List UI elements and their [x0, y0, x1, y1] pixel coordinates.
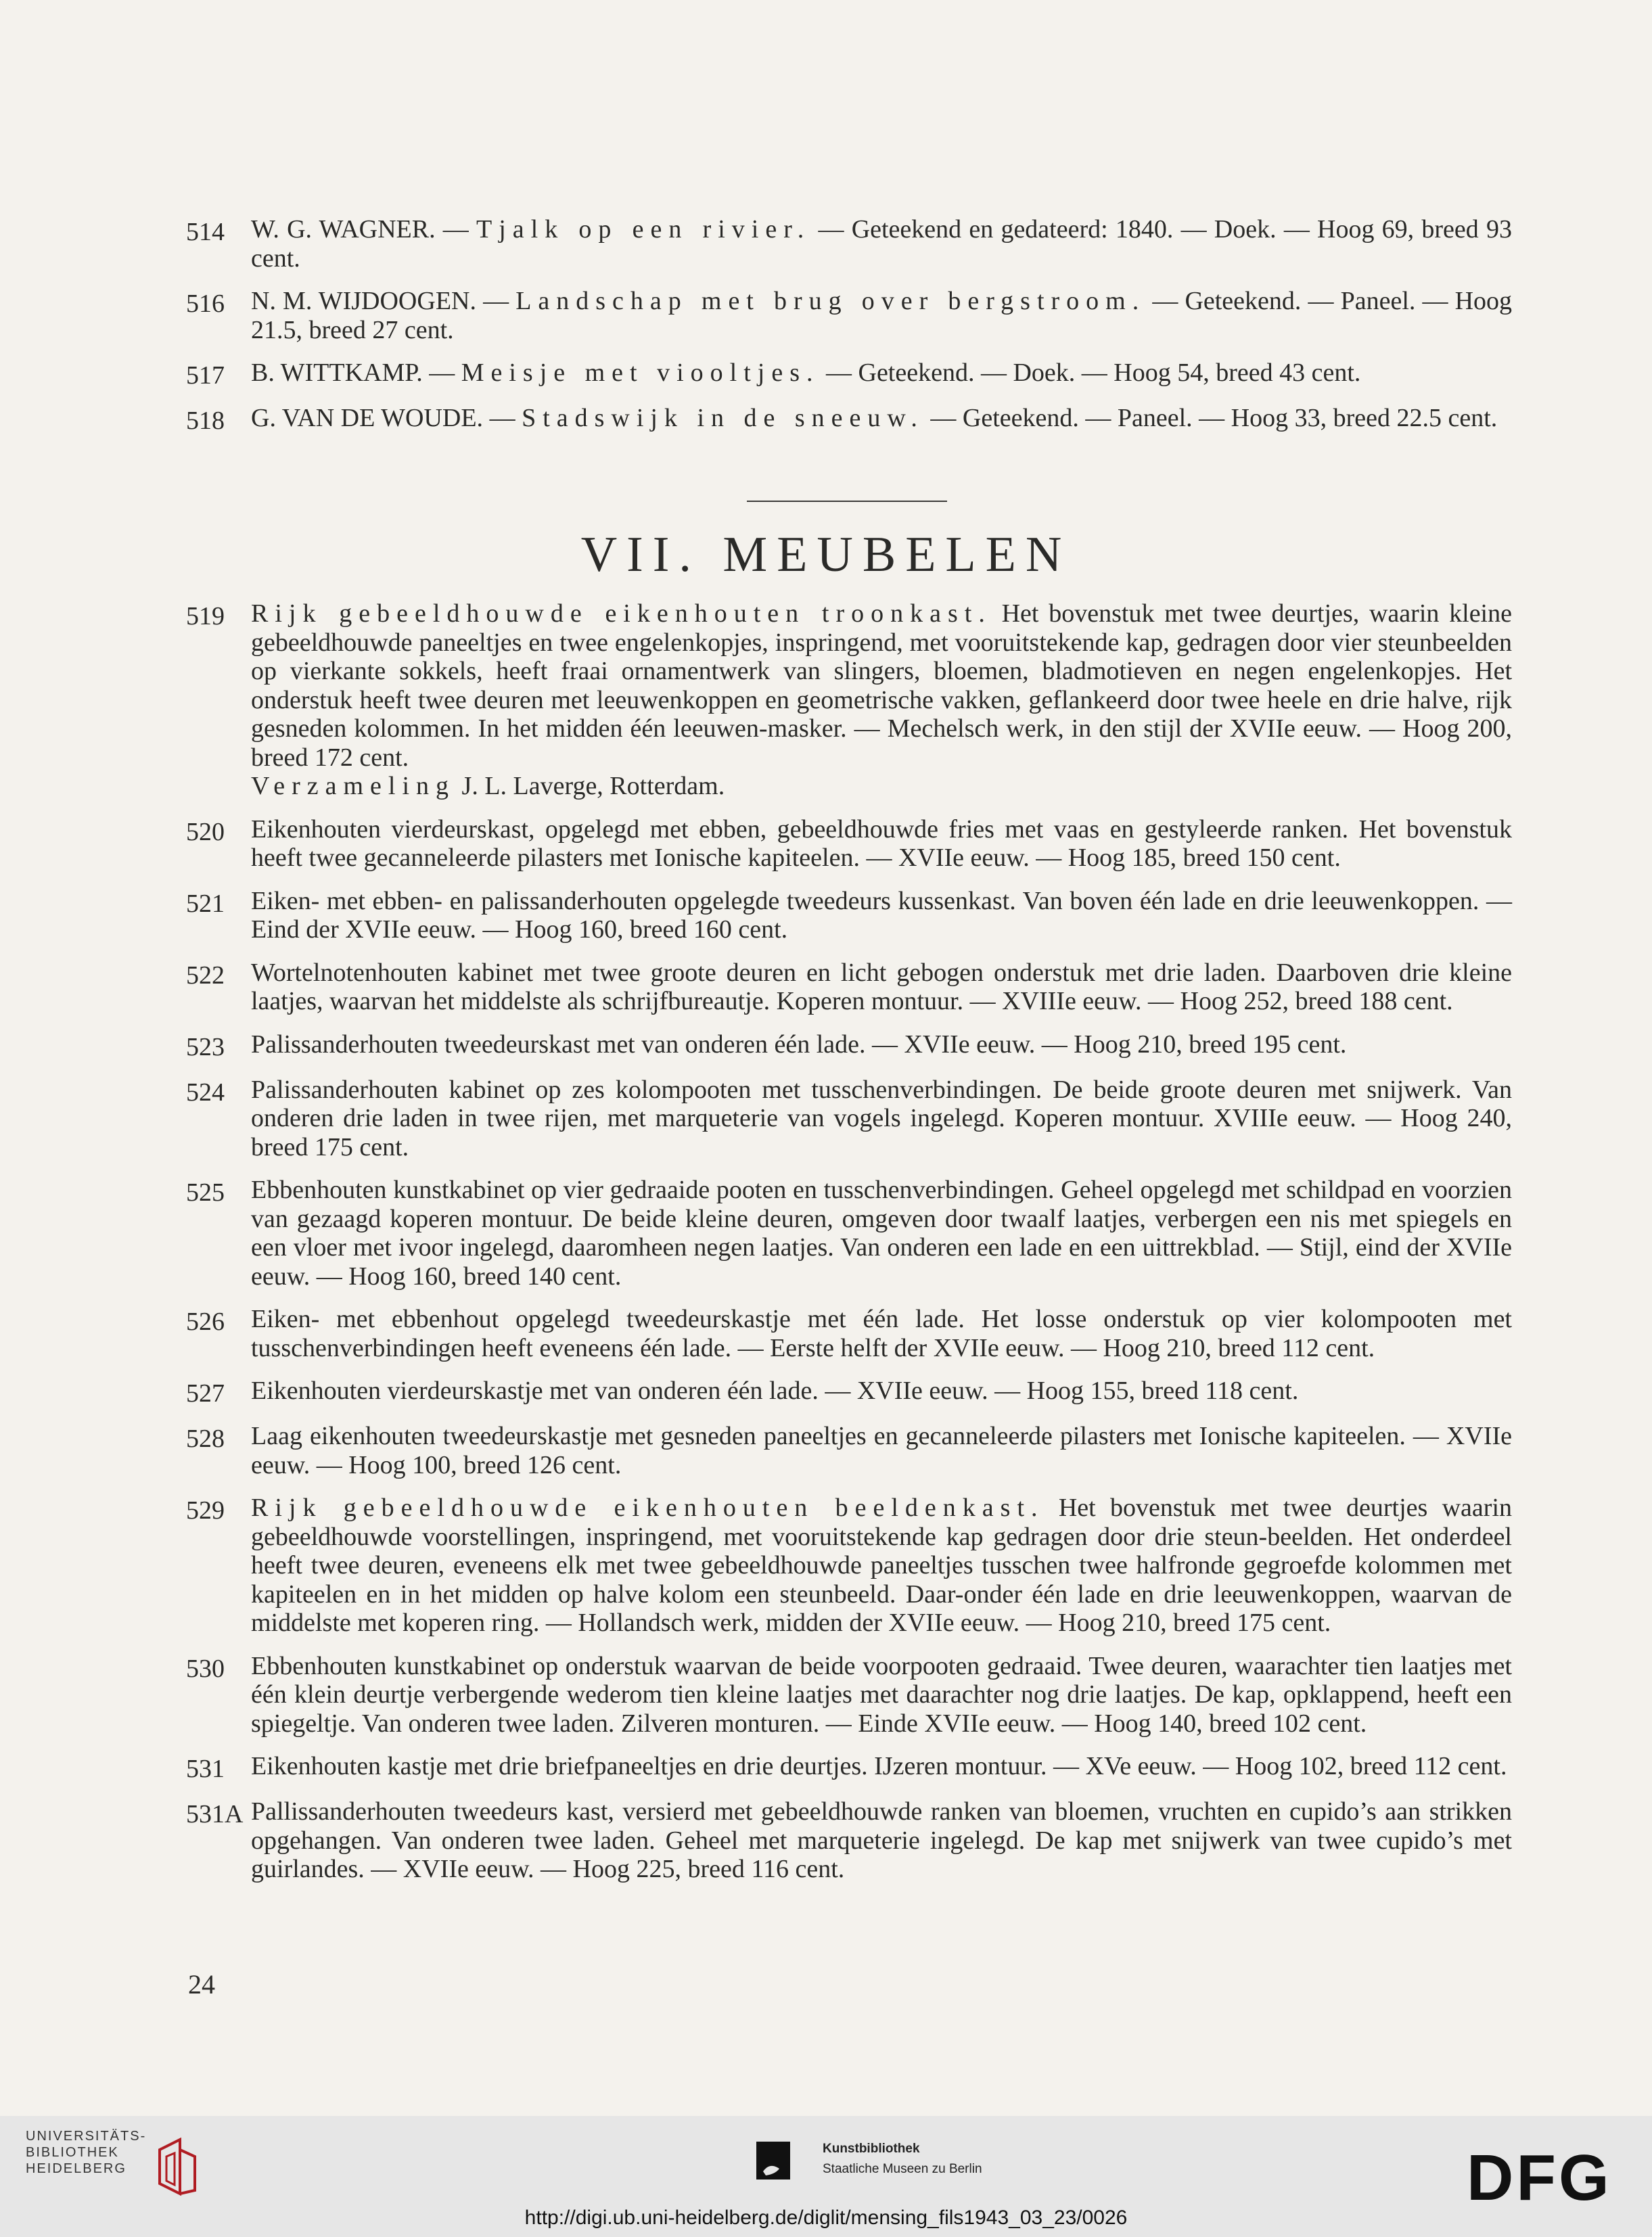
item-description: Palissanderhouten kabinet op zes kolompooten met tusschenverbindingen. De beide groote deuren met snijwerk. Van onderen drie laden in twee rijen, met marqueterie van vogels ingelegd. Koperen montuur. XVIIIe eeuw. — Hoog 240, breed 175 cent.	[251, 1075, 1512, 1161]
item-description: Palissanderhouten tweedeurskast met van onderen één lade. — XVIIe eeuw. — Hoog 210, breed 195 cent.	[251, 1030, 1347, 1059]
list-item	[186, 1797, 1512, 1884]
list-item	[186, 1752, 1512, 1783]
collection-label: Verzameling	[251, 772, 456, 800]
lot-number: 519	[186, 602, 225, 630]
lot-number: 520	[186, 817, 225, 846]
list-item	[186, 1076, 1512, 1162]
list-item	[186, 1377, 1512, 1408]
item-title: Rijk gebeeldhouwde eikenhouten troonkast.	[251, 599, 992, 628]
artwork-details: Geteekend. — Doek. — Hoog 54, breed 43 cent.	[858, 359, 1361, 387]
item-description: Pallissanderhouten tweedeurs kast, versierd met gebeeldhouwde ranken van bloemen, vruchten en cupido’s aan strikken opgehangen. Van onderen twee laden. Geheel met marqueterie ingelegd. De kap met snijwerk van twee cupido’s met guirlandes. — XVIIe eeuw. — Hoog 225, breed 116 cent.	[251, 1797, 1512, 1883]
lot-number: 516	[186, 290, 225, 318]
list-item: 514 W. G. WAGNER. — Tjalk op een rivier. — Geteekend en gedateerd: 1840. — Doek. — Hoog 69, breed 93 cent.	[186, 215, 1512, 273]
section-heading: VII. MEUBELEN	[580, 527, 1072, 582]
list-item: 516 N. M. WIJDOOGEN. — Landschap met brug over bergstroom. — Geteekend. — Paneel. — Hoog 21.5, breed 27 cent.	[186, 287, 1513, 344]
list-item	[186, 599, 1512, 801]
item-title: Rijk gebeeldhouwde eikenhouten beeldenkast.	[251, 1494, 1045, 1522]
artwork-details: Geteekend en gedateerd: 1840. — Doek. — Hoog 69, breed 93 cent.	[251, 215, 1512, 273]
item-description: Eikenhouten vierdeurskast, opgelegd met ebben, gebeeldhouwde fries met vaas en gestyleerde ranken. Het bovenstuk heeft twee gecanneleerde pilasters met Ionische kapiteelen. — XVIIe eeuw. — Hoog 185, breed 150 cent.	[251, 814, 1512, 872]
item-description: Het bovenstuk met twee deurtjes waarin gebeeldhouwde voorstellingen, inspringend, met vooruitstekende kap gedragen door drie steun-beelden. Het onderdeel heeft twee deuren, eveneens elk met twee gebeeldhouwde paneeltjes tusschen twee halfronde gegroefde kolommen met kapiteelen en in het midden op halve kolom een steunbeeld. Daar-onder één lade en drie leeuwenkoppen, waarvan de middelste met koperen ring. — Hollandsch werk, midden der XVIIe eeuw. — Hoog 210, breed 175 cent.	[251, 1494, 1513, 1637]
artwork-details: Geteekend. — Paneel. — Hoog 33, breed 22.5 cent.	[962, 404, 1498, 432]
artist-name: W. G. WAGNER.	[251, 215, 436, 244]
list-item: 518 G. VAN DE WOUDE. — Stadswijk in de sneeuw. — Geteekend. — Paneel. — Hoog 33, breed 22.5 cent.	[186, 404, 1498, 435]
list-item	[186, 1305, 1512, 1362]
lot-number: 531A	[186, 1800, 244, 1828]
item-description: Eiken- met ebben- en palissanderhouten opgelegde tweedeurs kussenkast. Van boven één lade en drie leeuwenkoppen. — Eind der XVIIe eeuw. — Hoog 160, breed 160 cent.	[251, 886, 1512, 944]
list-item	[186, 959, 1512, 1016]
list-item	[186, 1030, 1512, 1061]
item-description: Ebbenhouten kunstkabinet op vier gedraaide pooten en tusschenverbindingen. Geheel opgelegd met schildpad en voorzien van gezaagd koperen montuur. De beide kleine deuren, omgeven door twaalf laatjes, verbergen een nis met spiegels en een vloer met ivoor ingelegd, daaromheen negen laatjes. Van onderen een lade en een uittrekblad. — Stijl, eind der XVIIe eeuw. — Hoog 160, breed 140 cent.	[251, 1176, 1512, 1291]
lot-number: 527	[186, 1379, 225, 1408]
list-item	[186, 1652, 1512, 1738]
item-description: Eikenhouten vierdeurskastje met van onderen één lade. — XVIIe eeuw. — Hoog 155, breed 118 cent.	[251, 1377, 1299, 1405]
source-url-link[interactable]: http://digi.ub.uni-heidelberg.de/diglit/mensing_fils1943_03_23/0026	[524, 2207, 1128, 2229]
lot-number: 518	[186, 407, 225, 435]
collection-name: J. L. Laverge, Rotterdam.	[461, 772, 725, 800]
university-library-name: UNIVERSITÄTS- BIBLIOTHEK HEIDELBERG	[26, 2129, 147, 2176]
section-divider	[747, 501, 947, 502]
dfg-logo: DFG	[1467, 2142, 1612, 2214]
item-description: Het bovenstuk met twee deurtjes, waarin kleine gebeeldhouwde paneeltjes en twee engelenkopjes, inspringend, met vooruitstekende kap, gedragen door vier steunbeelden op vierkante sokkels, heeft fraai ornamentwerk van slingers, bloemen, bladmotieven en negen engelenkopjes. Het onderstuk heeft twee deuren met leeuwenkoppen en geometrische vakken, geflankeerd door twee heele en drie halve, rijk gesneden kolommen. In het midden één leeuwen-masker. — Mechelsch werk, in den stijl der XVIIe eeuw. — Hoog 200, breed 172 cent.	[251, 599, 1512, 772]
lot-number: 522	[186, 961, 225, 990]
entries-main	[186, 599, 1512, 1898]
list-item	[186, 1422, 1512, 1479]
lot-number: 517	[186, 361, 225, 390]
artwork-title: Tjalk op een rivier.	[476, 215, 811, 244]
artwork-title: Meisje met viooltjes.	[461, 359, 820, 387]
lot-number: 525	[186, 1178, 225, 1207]
lot-number: 530	[186, 1654, 225, 1683]
footer-bar	[0, 2116, 1652, 2237]
artist-name: B. WITTKAMP.	[251, 359, 423, 387]
lot-number: 528	[186, 1425, 225, 1453]
lot-number: 529	[186, 1496, 225, 1525]
list-item	[186, 1494, 1512, 1638]
artwork-title: Landschap met brug over bergstroom.	[515, 287, 1146, 315]
university-logo-icon	[153, 2136, 200, 2200]
list-item: 517 B. WITTKAMP. — Meisje met viooltjes. — Geteekend. — Doek. — Hoog 54, breed 43 cent.	[186, 359, 1361, 390]
entries-top	[186, 215, 1512, 449]
artwork-title: Stadswijk in de sneeuw.	[522, 404, 924, 432]
item-description: Laag eikenhouten tweedeurskastje met gesneden paneeltjes en gecanneleerde pilasters met Ionische kapiteelen. — XVIIe eeuw. — Hoog 100, breed 126 cent.	[251, 1422, 1512, 1479]
item-description: Eiken- met ebbenhout opgelegd tweedeurskastje met één lade. Het losse onderstuk op vier kolompooten met tusschenverbindingen heeft eveneens één lade. — Eerste helft der XVIIe eeuw. — Hoog 210, breed 112 cent.	[251, 1305, 1512, 1362]
artwork-details: Geteekend. — Paneel. — Hoog 21.5, breed 27 cent.	[251, 287, 1513, 344]
item-description: Ebbenhouten kunstkabinet op onderstuk waarvan de beide voorpooten gedraaid. Twee deuren, waarachter tien laatjes met één klein deurtje verbergende wederom tien kleine laatjes met daarachter nog drie laatjes. De kap, opklappend, heeft een spiegeltje. Van onderen twee laden. Zilveren monturen. — Einde XVIIe eeuw. — Hoog 140, breed 102 cent.	[251, 1651, 1512, 1738]
item-description: Wortelnotenhouten kabinet met twee groote deuren en licht gebogen onderstuk met drie laden. Daarboven drie kleine laatjes, waarvan het middelste als schrijfbureautje. Koperen montuur. — XVIIIe eeuw. — Hoog 252, breed 188 cent.	[251, 958, 1512, 1015]
kunstbibliothek-logo-icon	[756, 2142, 790, 2183]
list-item	[186, 887, 1512, 944]
artist-name: N. M. WIJDOOGEN.	[251, 287, 476, 315]
kunstbibliothek-label: Kunstbibliothek Staatliche Museen zu Berlin	[823, 2142, 982, 2176]
page-number: 24	[188, 1969, 215, 2000]
item-description: Eikenhouten kastje met drie briefpaneeltjes en drie deurtjes. IJzeren montuur. — XVe eeuw. — Hoog 102, breed 112 cent.	[251, 1752, 1507, 1780]
lot-number: 523	[186, 1032, 225, 1061]
lot-number: 524	[186, 1078, 225, 1107]
lot-number: 531	[186, 1755, 225, 1783]
lot-number: 526	[186, 1308, 225, 1336]
list-item	[186, 1176, 1512, 1291]
artist-name: G. VAN DE WOUDE.	[251, 404, 484, 432]
list-item	[186, 815, 1512, 873]
lot-number: 521	[186, 889, 225, 918]
lot-number: 514	[186, 218, 225, 246]
